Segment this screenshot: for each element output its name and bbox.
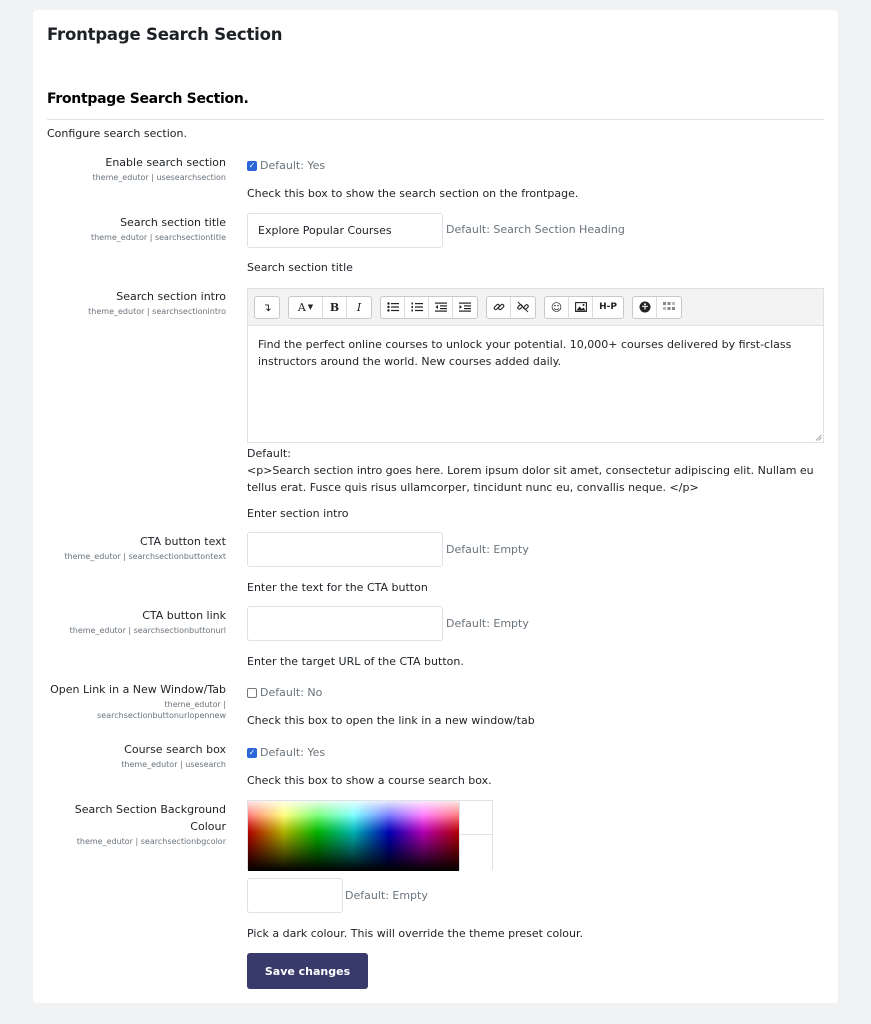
- section-intro-setting-id: theme_edutor | searchsectionintro: [88, 307, 226, 316]
- italic-button[interactable]: [347, 297, 371, 318]
- cta-text-default: Default: Empty: [446, 543, 529, 556]
- editor-content-area[interactable]: Find the perfect online courses to unlock your potential. 10,000+ courses delivered by first-class instructors around the world. New courses added daily.: [258, 338, 792, 368]
- section-divider: [47, 119, 824, 120]
- section-intro-description: Enter section intro: [247, 507, 349, 520]
- course-search-field: [247, 746, 325, 759]
- toolbar-group-links: [486, 296, 536, 319]
- toolbar-group-text: [288, 296, 372, 319]
- settings-card: [33, 10, 838, 1003]
- bg-colour-label-line-2: Colour: [190, 820, 226, 833]
- cta-link-input[interactable]: [247, 606, 443, 641]
- section-heading: Frontpage Search Section.: [47, 91, 249, 107]
- enable-search-field: [247, 159, 325, 172]
- cta-text-setting-id: theme_edutor | searchsectionbuttontext: [64, 552, 226, 561]
- cta-text-input[interactable]: [247, 532, 443, 567]
- enable-search-description: Check this box to show the search section on the frontpage.: [247, 187, 579, 200]
- section-title-value: Explore Popular Courses: [258, 224, 392, 237]
- colour-swatch-current: [459, 801, 492, 835]
- enable-search-default: Default: Yes: [260, 159, 326, 172]
- section-intro-editor: [247, 288, 824, 443]
- cta-text-label: [64, 534, 226, 562]
- section-intro-default-value: <p>Search section intro goes here. Lorem ipsum dolor sit amet, consectetur adipiscing elit. Nullam eu tellus erat. Fusce quis risus ullamcorper, tincidunt nunc eu, convallis neque. </p>: [247, 464, 814, 494]
- cta-link-description: Enter the target URL of the CTA button.: [247, 655, 464, 668]
- bg-colour-setting-id: theme_edutor | searchsectionbgcolor: [76, 837, 226, 846]
- new-window-label: [50, 682, 226, 721]
- font-style-button[interactable]: [289, 297, 323, 318]
- enable-search-label: [92, 155, 226, 183]
- new-window-setting-id-1: theme_edutor |: [164, 700, 226, 709]
- font-style-label: A: [297, 300, 306, 314]
- enable-search-checkbox[interactable]: ✓: [248, 160, 256, 170]
- h5p-label: H-P: [599, 302, 617, 312]
- bold-button[interactable]: [323, 297, 347, 318]
- cta-link-setting-id: theme_edutor | searchsectionbuttonurl: [69, 626, 226, 635]
- toolbar-group-tools: [632, 296, 682, 319]
- chevron-down-icon: ▼: [307, 303, 314, 311]
- toolbar-toggle-icon[interactable]: ↴: [262, 300, 272, 314]
- bg-colour-description: Pick a dark colour. This will override the theme preset colour.: [247, 927, 584, 940]
- section-title-input[interactable]: [247, 213, 443, 248]
- bg-colour-label: [75, 802, 226, 847]
- section-description: Configure search section.: [47, 127, 187, 140]
- save-changes-button[interactable]: Save changes: [247, 953, 368, 989]
- indent-icon[interactable]: [453, 297, 477, 318]
- section-intro-label-text: Search section intro: [116, 290, 226, 303]
- cta-text-label-text: CTA button text: [139, 535, 226, 548]
- course-search-setting-id: theme_edutor | usesearch: [121, 760, 226, 769]
- course-search-description: Check this box to show a course search box.: [247, 774, 492, 787]
- bullet-list-icon[interactable]: [381, 297, 405, 318]
- bold-label: B: [329, 300, 340, 314]
- section-intro-default: [247, 445, 824, 496]
- emoji-icon[interactable]: ☺: [545, 297, 569, 318]
- cta-text-description: Enter the text for the CTA button: [247, 581, 428, 594]
- h5p-button[interactable]: [593, 297, 623, 318]
- bg-colour-label-line-1: Search Section Background: [74, 803, 226, 816]
- course-search-label-text: Course search box: [124, 743, 226, 756]
- bg-colour-input[interactable]: [247, 878, 343, 913]
- course-search-checkbox[interactable]: ✓: [248, 747, 256, 757]
- new-window-label-text: Open Link in a New Window/Tab: [50, 683, 226, 696]
- section-title-label-text: Search section title: [120, 216, 226, 229]
- colour-spectrum[interactable]: [248, 801, 459, 871]
- cta-link-label: [70, 608, 226, 636]
- italic-label: I: [356, 300, 362, 314]
- link-icon[interactable]: [487, 297, 511, 318]
- section-intro-label: [88, 289, 226, 317]
- toolbar-group-lists: [380, 296, 478, 319]
- image-icon[interactable]: [569, 297, 593, 318]
- new-window-description: Check this box to open the link in a new window/tab: [247, 714, 535, 727]
- enable-search-label-text: Enable search section: [105, 156, 226, 169]
- section-title-setting-id: theme_edutor | searchsectiontitle: [90, 233, 226, 242]
- cta-link-label-text: CTA button link: [142, 609, 226, 622]
- toolbar-group-expand: [254, 296, 280, 319]
- resize-handle-icon[interactable]: [815, 434, 822, 441]
- section-title-description: Search section title: [247, 261, 353, 274]
- unlink-icon[interactable]: [511, 297, 535, 318]
- new-window-default: Default: No: [260, 686, 323, 699]
- new-window-field: [247, 686, 322, 699]
- page-title: Frontpage Search Section: [47, 25, 283, 44]
- course-search-label: [121, 742, 226, 770]
- bg-colour-default: Default: Empty: [345, 889, 428, 902]
- numbered-list-icon[interactable]: [405, 297, 429, 318]
- new-window-setting-id-2: searchsectionbuttonurlopennew: [97, 711, 226, 720]
- section-title-default: Default: Search Section Heading: [446, 223, 625, 236]
- cta-link-default: Default: Empty: [446, 617, 529, 630]
- new-window-checkbox[interactable]: [247, 688, 257, 698]
- more-tools-icon[interactable]: [657, 297, 681, 318]
- section-intro-default-label: Default:: [247, 447, 291, 460]
- outdent-icon[interactable]: [429, 297, 453, 318]
- toolbar-group-insert: [544, 296, 624, 319]
- accessibility-icon[interactable]: [633, 297, 657, 318]
- enable-search-setting-id: theme_edutor | usesearchsection: [92, 173, 226, 182]
- course-search-default: Default: Yes: [260, 746, 326, 759]
- colour-picker: [247, 800, 493, 870]
- editor-toolbar: [248, 289, 823, 326]
- section-title-label: [91, 215, 226, 243]
- colour-swatch-previous: [459, 835, 492, 870]
